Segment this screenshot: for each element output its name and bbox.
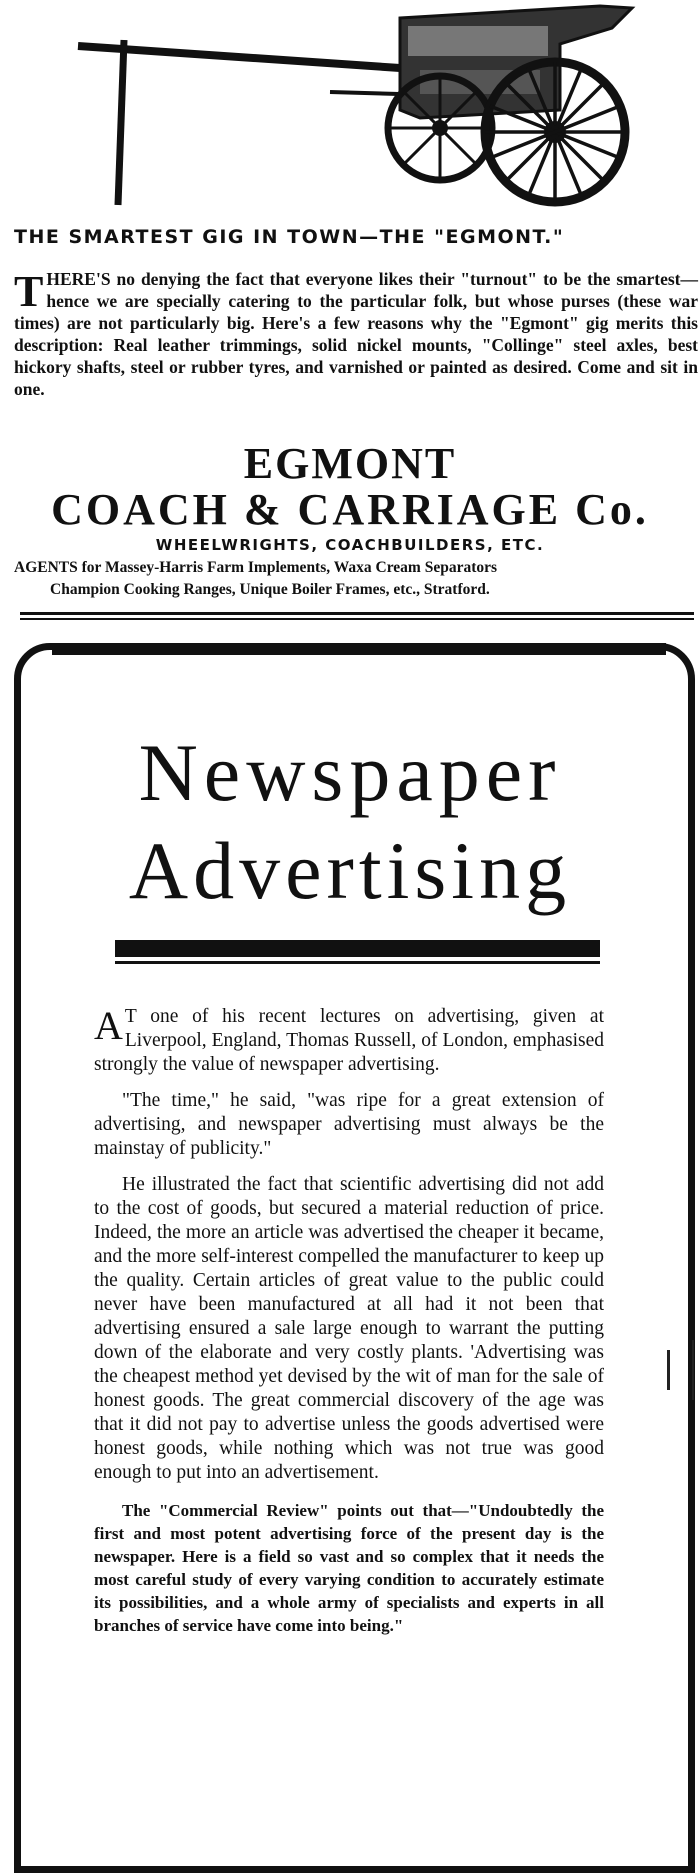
company-agents (14, 557, 698, 601)
title-underline-thin (115, 961, 600, 964)
section-divider-thick (20, 612, 694, 615)
article-paragraph-4: The "Commercial Review" points out that—"Undoubtedly the first and most potent advertising force of the present day is the newspaper. Here is a field so vast and so complex that it needs the most careful study of every varying condition to accurately estimate its possibilities, and a whole army of specialists and experts in all branches of service have come into being." (94, 1501, 604, 1635)
agents-line2: Champion Cooking Ranges, Unique Boiler Frames, etc., Stratford. (50, 581, 490, 598)
company-name-line2: COACH & CARRIAGE Co. (51, 485, 649, 534)
article-paragraph-2: "The time," he said, "was ripe for a great extension of advertising, and newspaper advertising must always be the mainstay of publicity." (94, 1090, 604, 1159)
article-title-line2: Advertising (128, 825, 572, 916)
gig-ad-body-text: HERE'S no denying the fact that everyone likes their "turnout" to be the smartest—hence we are specially catering to the particular folk, but whose purses (these war times) are not particularly big. Here's a few reasons why the "Egmont" gig merits this description: Real leather trimmings, solid nickel mounts, "Collinge" steel axles, best hickory shafts, steel or rubber tyres, and varnished or painted as desired. Come and sit in one. (14, 269, 698, 399)
article-paragraph-1 (94, 1005, 604, 1077)
frame-top-bar (52, 643, 666, 655)
agents-line1: AGENTS for Massey-Harris Farm Implements, Waxa Cream Separators (14, 559, 498, 576)
scan-margin-mark (667, 1350, 670, 1390)
company-trades: WHEELWRIGHTS, COACHBUILDERS, ETC. (155, 536, 545, 554)
gig-illustration (0, 0, 700, 230)
article-dropcap: A (94, 1003, 123, 1048)
article-paragraph-1-text: T one of his recent lectures on advertising, given at Liverpool, England, Thomas Russell, of London, emphasised strongly the value of newspaper advertising. (94, 1006, 604, 1075)
section-divider-thin (20, 618, 694, 620)
article-paragraph-3: He illustrated the fact that scientific advertising did not add to the cost of goods, but secured a material reduction of price. Indeed, the more an article was advertised the cheaper it became, and the more self-interest compelled the manufacturer to keep up the quality. Certain articles of great value to the public could never have been manufactured at all had it not been that advertising ensured a sale large enough to warrant the putting down of the elaborate and very costly plants. 'Advertising was the cheapest method yet devised by the wit of man for the sale of honest goods. The great commercial discovery of the age was that it did not pay to advertise unless the goods advertised were honest goods, while nothing which was not true was good enough to put into an advertisement. (94, 1174, 604, 1483)
scan-margin-mark (692, 1340, 694, 1400)
article-title-line1: Newspaper (138, 727, 562, 818)
company-name-line1: EGMONT (243, 439, 457, 488)
article-body (94, 1005, 604, 1649)
gig-ad-headline: THE SMARTEST GIG IN TOWN—THE "EGMONT." (14, 226, 565, 248)
title-underline-bar (115, 940, 600, 957)
gig-ad-dropcap: T (14, 267, 44, 316)
gig-ad-body (14, 268, 698, 400)
